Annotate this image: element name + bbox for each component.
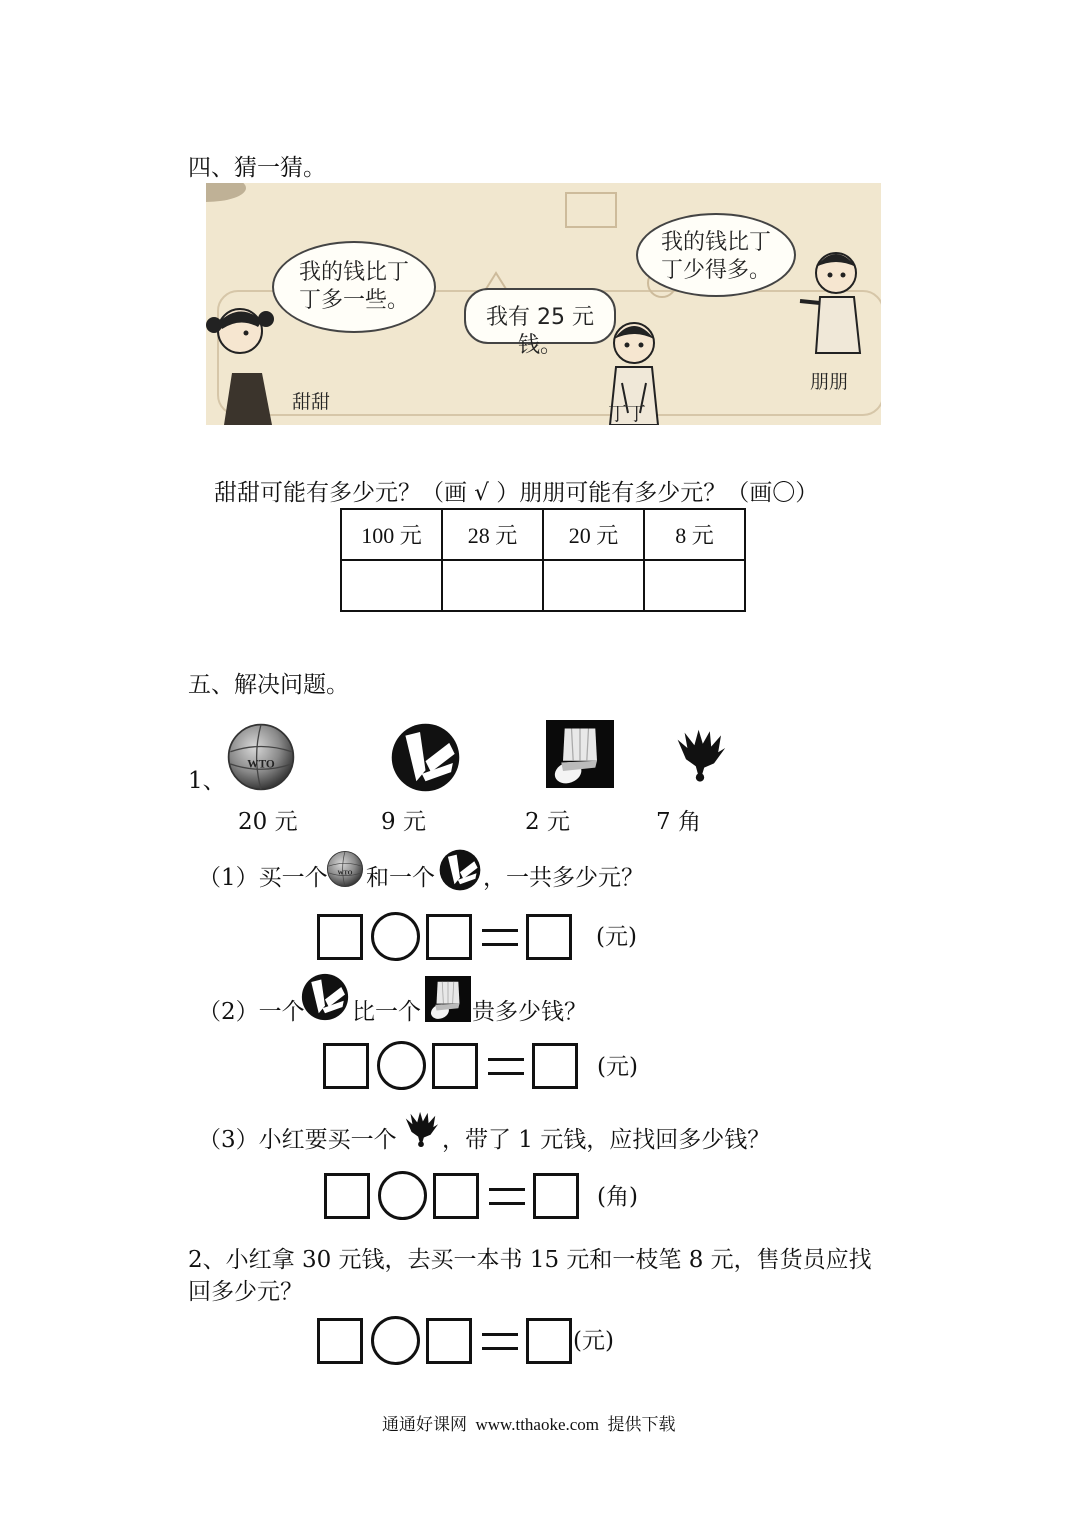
answer-cell[interactable] — [442, 560, 543, 611]
price-volleyball: 9 元 — [381, 809, 426, 835]
q3-text-a: （3）小红要买一个 — [198, 1127, 397, 1153]
problem-2-line-1: 2、小红拿 30 元钱，去买一本书 15 元和一枝笔 8 元，售货员应找 — [188, 1247, 872, 1273]
equals-sign — [489, 1188, 525, 1205]
section-4-title: 四、猜一猜。 — [188, 155, 326, 181]
result-box[interactable] — [533, 1173, 579, 1219]
answer-box[interactable] — [317, 914, 363, 960]
answer-box[interactable] — [433, 1173, 479, 1219]
guess-illustration — [206, 183, 881, 425]
operator-circle[interactable] — [378, 1171, 427, 1220]
answer-box[interactable] — [317, 1318, 363, 1364]
tiantian-figure — [206, 309, 274, 425]
answer-cell[interactable] — [341, 560, 442, 611]
equals-sign — [488, 1058, 524, 1075]
q1-text-a: （1）买一个 — [198, 865, 328, 891]
answer-cell[interactable] — [644, 560, 745, 611]
q2-unit: (元) — [597, 1054, 638, 1080]
answer-box[interactable] — [324, 1173, 370, 1219]
pengpeng-speech-text: 我的钱比丁 丁少得多。 — [660, 230, 771, 283]
answer-box[interactable] — [432, 1043, 478, 1089]
dingding-speech-text: 我有 25 元钱。 — [486, 305, 594, 358]
shuttlecock-icon — [672, 724, 728, 786]
operator-circle[interactable] — [371, 912, 420, 961]
answer-box[interactable] — [426, 914, 472, 960]
result-box[interactable] — [526, 1318, 572, 1364]
problem-2-unit: (元) — [573, 1328, 614, 1354]
q1-unit: (元) — [596, 924, 637, 950]
pengpeng-name: 朋朋 — [810, 371, 849, 393]
price-cell: 8 元 — [644, 509, 745, 560]
equals-sign — [482, 929, 518, 946]
tiantian-name: 甜甜 — [292, 391, 331, 413]
price-shuttlecock: 7 角 — [656, 809, 701, 835]
q3-unit: (角) — [597, 1184, 638, 1210]
price-table — [340, 508, 746, 612]
q2-text-b: 比一个 — [352, 999, 421, 1025]
q1-text-b: 和一个 — [366, 865, 435, 891]
volleyball-icon — [300, 972, 350, 1022]
footer-credit: 通通好课网 www.tthaoke.com 提供下载 — [382, 1415, 676, 1434]
price-cell: 100 元 — [341, 509, 442, 560]
operator-circle[interactable] — [377, 1041, 426, 1090]
basketball-icon — [226, 722, 296, 792]
q3-text-b: ，带了 1 元钱，应找回多少钱？ — [442, 1127, 771, 1153]
price-cell: 28 元 — [442, 509, 543, 560]
section-5-title: 五、解决问题。 — [188, 672, 349, 698]
q2-text-c: 贵多少钱？ — [472, 999, 587, 1025]
problem-1-number: 1、 — [188, 768, 226, 794]
price-badminton: 2 元 — [525, 809, 570, 835]
operator-circle[interactable] — [371, 1316, 420, 1365]
price-header-row — [341, 509, 745, 560]
price-basketball: 20 元 — [238, 809, 298, 835]
badminton-shuttle-icon — [546, 720, 614, 788]
volleyball-icon — [389, 721, 462, 794]
guess-question: 甜甜可能有多少元？（画 √ ）朋朋可能有多少元？（画〇） — [214, 480, 819, 506]
pengpeng-figure — [800, 253, 860, 353]
q2-text-a: （2）一个 — [198, 999, 305, 1025]
result-box[interactable] — [526, 914, 572, 960]
equals-sign — [482, 1333, 518, 1350]
problem-2-line-2: 回多少元？ — [188, 1279, 303, 1305]
shuttlecock-icon — [402, 1108, 440, 1150]
q1-text-c: ，一共多少元？ — [483, 865, 644, 891]
answer-box[interactable] — [323, 1043, 369, 1089]
dingding-name: 丁丁 — [608, 403, 647, 425]
volleyball-icon — [438, 848, 482, 892]
badminton-shuttle-icon — [425, 976, 471, 1022]
result-box[interactable] — [532, 1043, 578, 1089]
tiantian-speech-text: 我的钱比丁 丁多一些。 — [298, 260, 409, 313]
price-cell: 20 元 — [543, 509, 644, 560]
answer-row — [341, 560, 745, 611]
answer-box[interactable] — [426, 1318, 472, 1364]
answer-cell[interactable] — [543, 560, 644, 611]
basketball-icon — [326, 850, 364, 888]
